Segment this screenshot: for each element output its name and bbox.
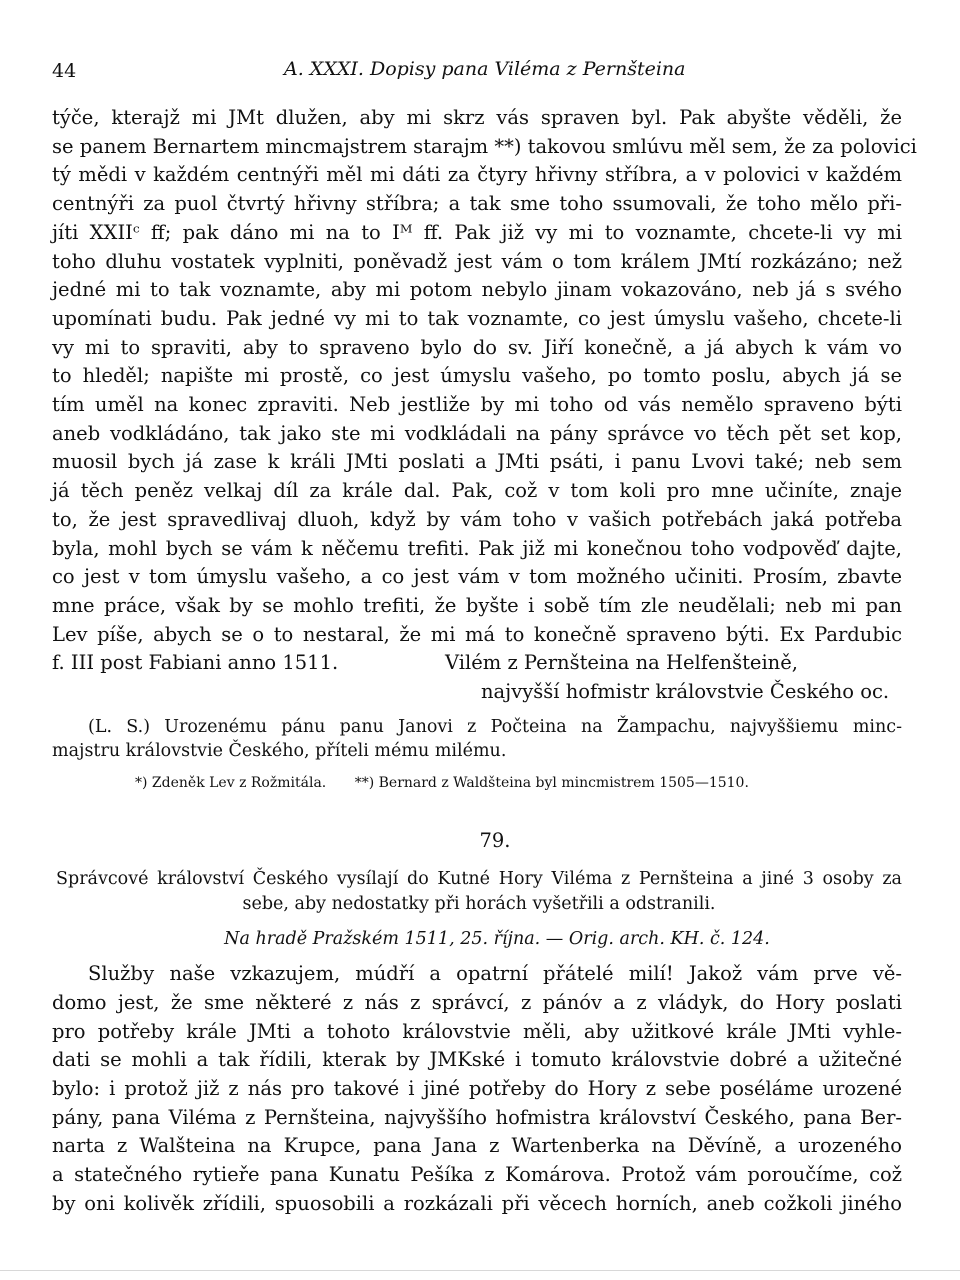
text-line: mne práce, však by se mohlo trefiti, že byšte i sobě tím zle neudělali; neb mi pan	[52, 593, 902, 617]
text-line: bylo: i protož již z nás pro takové i jiné potřeby do Hory z sebe poséláme urozené	[52, 1076, 902, 1100]
text-line: týče, kterajž mi JMt dlužen, aby mi skrz vás spraven byl. Pak abyšte věděli, že	[52, 106, 902, 129]
text-line: upomínati budu. Pak jedné vy mi to tak voznamte, co jest úmyslu vašeho, chcete-li	[52, 306, 902, 330]
text-line: dati se mohli a tak řídili, kterak by JMKské i tomuto královstvie dobré a užitečné	[52, 1048, 902, 1072]
summary-line: sebe, aby nedostatky při horách vyšetřili a odstranili.	[242, 894, 716, 915]
text-line: vy mi to spraviti, aby to spraveno bylo do sv. Jiří konečně, a já abych k vám vo	[52, 335, 902, 359]
text-line: já těch peněz velkaj díl za krále dal. Pak, což v tom koli pro mne učiníte, znaje	[52, 479, 902, 503]
letter-continuation	[52, 104, 917, 707]
page-number: 44	[52, 60, 77, 82]
text-line: domo jest, že sme některé z nás z správcí, z pánóv a z vládyk, do Hory poslati	[52, 990, 902, 1014]
text-line: byla, mohl bych se vám k něčemu trefiti. Pak již mi konečnou toho vodpověď dajte,	[52, 536, 902, 560]
text-line: jedné mi to tak voznamte, aby mi potom nebylo jinam vokazováno, neb já s svého	[52, 278, 902, 302]
document-source: Na hradě Pražském 1511, 25. října. — Orig. arch. KH. č. 124.	[224, 929, 770, 950]
signature-line	[52, 649, 902, 678]
text-line: pány, pana Viléma z Pernšteina, najvyššího hofmistra království Českého, pana Ber-	[52, 1105, 902, 1129]
text-line: Službу naše vzkazujem, múdří a opatrní přátelé milí! Jakož vám prve vě-	[88, 962, 902, 986]
footnote: *) Zdeněk Lev z Rožmitála.	[135, 774, 327, 791]
signature-title: najvyšší hofmistr královstvie Českého oc.	[481, 680, 890, 704]
text-line: to, že jest spravedlivaj dluoh, když by vám toho v vašich potřebách jaká potřeba	[52, 507, 902, 531]
page-edge-divider	[0, 1270, 960, 1271]
footnotes	[52, 773, 902, 793]
text-line: centnýři za puol čtvrtý hřivny stříbra; a tak sme toho ssumovali, že toho mělo při-	[52, 192, 902, 216]
running-title: A. XXXI. Dopisy pana Viléma z Pernšteina	[284, 58, 686, 80]
text-line: co jest v tom úmyslu vašeho, a co jest vám v tom možného učiniti. Prosím, zbavte	[52, 565, 902, 589]
page-body	[52, 104, 917, 1219]
text-line: Lev píše, abych se o to nestaral, že mi má to konečně spraveno býti. Ex Pardubic	[52, 622, 902, 646]
address-line: (L. S.) Urozenému pánu panu Janovi z Počteina na Žampachu, najvyššiemu minc-	[88, 716, 902, 737]
letter-date: f. III post Fabiani anno 1511.	[52, 651, 339, 675]
signature-name: Vilém z Pernšteina na Helfenšteině,	[445, 651, 798, 675]
footnote: **) Bernard z Waldšteina byl mincmistrem 1505—1510.	[354, 774, 749, 791]
text-line: narta z Walšteina na Krupce, pana Jana z Wartenberka na Děvíně, a urozeného	[52, 1134, 902, 1158]
document-number: 79.	[479, 828, 511, 852]
running-header	[52, 54, 904, 84]
text-line: toho dluhu vostatek vyplniti, poněvadž jest vám o tom králem JMtí rozkázáno; než	[52, 249, 902, 273]
signature-title-line	[52, 678, 902, 707]
text-line: aneb vodkládáno, tak jako ste mi vodkládali na pány správce vo těch pět set kop,	[52, 421, 902, 445]
text-line: to hleděl; napište mi prostě, co jest úmyslu vašeho, po tomto poslu, abych já se	[52, 364, 902, 388]
text-line: se panem Bernartem mincmajstrem starajm **) takovou smlúvu měl sem, že za polovici	[52, 134, 917, 158]
address-line: majstru královstvie Českého, příteli mému milému.	[52, 740, 507, 761]
text-line: jíti XXIIᶜ ff; pak dáno mi na to Iᴹ ff. Pak již vy mi to voznamte, chcete-li vy mi	[52, 220, 902, 244]
text-line: tím uměl na konec zpraviti. Neb jestliže by mi toho od vás nemělo spraveno býti	[52, 393, 902, 417]
text-line: a statečného rytieře pana Kunatu Pešíka z Komárova. Protož vám poroučíme, což	[52, 1163, 902, 1187]
document-summary	[52, 867, 902, 917]
text-line: pro potřeby krále JMti a tohoto královstvie měli, aby užitkové krále JMti vyhle-	[52, 1019, 902, 1043]
summary-line: Správcové království Českého vysílají do Kutné Hory Viléma z Pernšteina a jiné 3 osoby za	[56, 869, 902, 890]
text-line: by oni kolivěk zřídili, spuosobili a rozkázali při věcech horních, aneb cožkoli jiného	[52, 1191, 902, 1215]
text-line: tý mědi v každém centnýři měl mi dáti za čtyry hřivny stříbra, a v polovici v každém	[52, 163, 902, 187]
letter-text	[52, 960, 902, 1218]
address-block	[52, 715, 902, 763]
text-line: muosil bych já zase k králi JMti poslati a JMti psáti, i panu Lvovi také; neb sem	[52, 450, 902, 474]
